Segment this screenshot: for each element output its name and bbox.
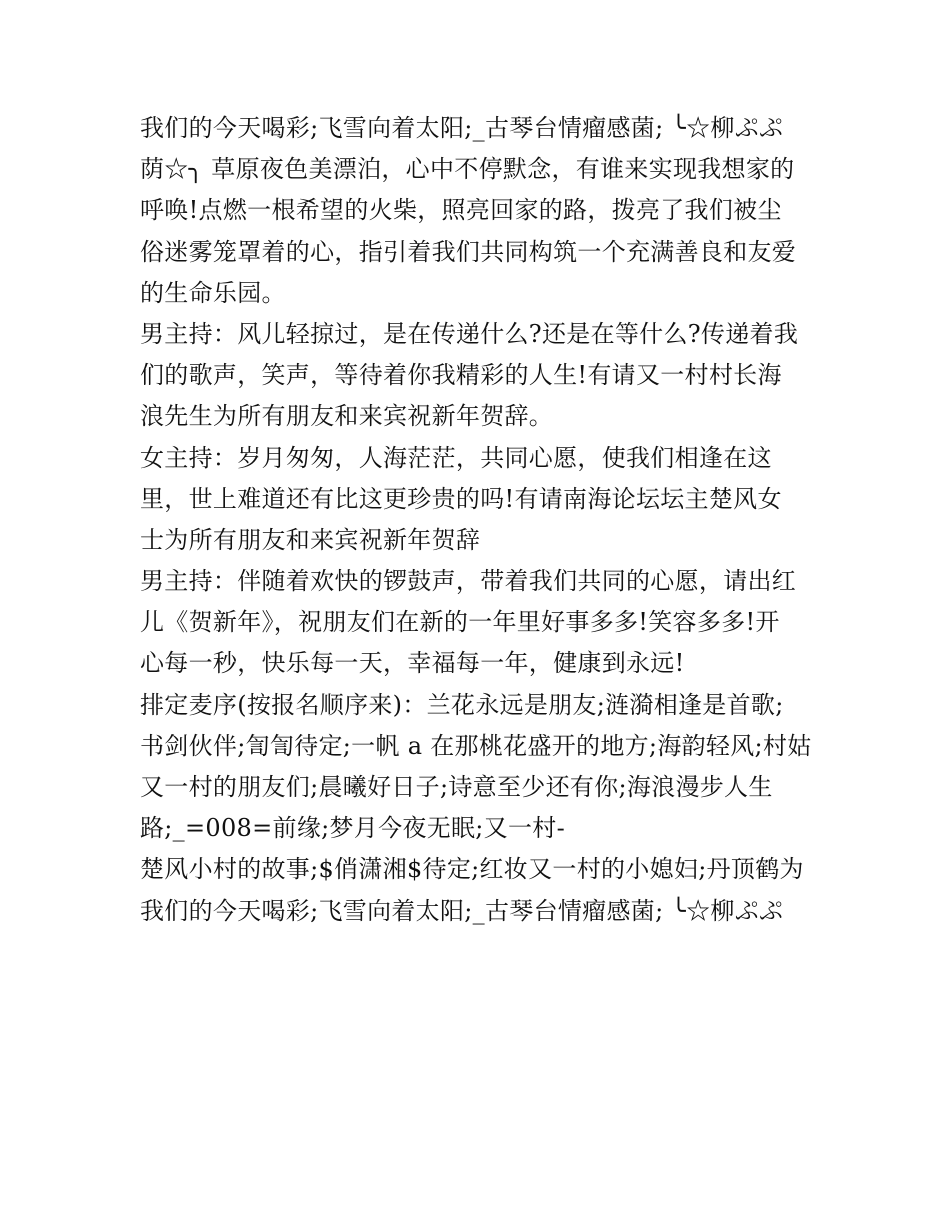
text-line: 荫☆╮ 草原夜色美漂泊，心中不停默念，有谁来实现我想家的 [140, 155, 795, 184]
text-line: 又一村的朋友们;晨曦好日子;诗意至少还有你;海浪漫步人生 [140, 773, 773, 801]
text-line: 浪先生为所有朋友和来宾祝新年贺辞。 [140, 402, 554, 431]
text-line: 我们的今天喝彩;飞雪向着太阳;_古琴台情瘤感菌; ╰☆柳ぷぷ [140, 896, 784, 925]
text-line: 士为所有朋友和来宾祝新年贺辞 [140, 525, 481, 554]
text-line: 呼唤!点燃一根希望的火柴，照亮回家的路，拨亮了我们被尘 [140, 196, 782, 225]
body-text [140, 108, 820, 932]
text-line: 俗迷雾笼罩着的心，指引着我们共同构筑一个充满善良和友爱 [140, 237, 797, 266]
text-line: 女主持：岁月匆匆，人海茫茫，共同心愿，使我们相逢在这 [140, 443, 772, 472]
text-line: 们的歌声，笑声，等待着你我精彩的人生!有请又一村村长海 [140, 361, 782, 390]
text-line: 的生命乐园。 [140, 278, 286, 307]
text-line: 楚风小村的故事;$俏潇湘$待定;红妆又一村的小媳妇;丹顶鹤为 [140, 855, 804, 884]
text-line: 男主持：伴随着欢快的锣鼓声，带着我们共同的心愿，请出红 [140, 567, 797, 596]
text-line: 心每一秒，快乐每一天，幸福每一年，健康到永远! [140, 649, 685, 678]
text-line: 里，世上难道还有比这更珍贵的吗!有请南海论坛坛主楚风女 [140, 484, 782, 513]
text-line: 我们的今天喝彩;飞雪向着太阳;_古琴台情瘤感菌; ╰☆柳ぷぷ [140, 114, 784, 142]
text-line: 书剑伙伴;訇訇待定;一帆 a 在那桃花盛开的地方;海韵轻风;村姑 [140, 731, 812, 760]
text-line: 儿《贺新年》，祝朋友们在新的一年里好事多多!笑容多多!开 [140, 608, 780, 637]
text-line: 排定麦序(按报名顺序来)：兰花永远是朋友;涟漪相逢是首歌; [140, 690, 784, 719]
text-line: 男主持：风儿轻掠过，是在传递什么?还是在等什么?传递着我 [140, 319, 799, 348]
text-line: 路;_=008=前缘;梦月今夜无眠;又一村- [140, 814, 565, 843]
